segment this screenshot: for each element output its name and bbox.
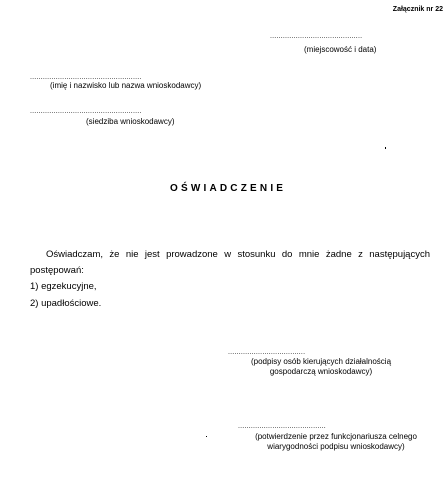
signatures-label-line2: gospodarczą wnioskodawcy) xyxy=(269,367,373,376)
applicant-name-dots: .................................................... xyxy=(30,74,142,81)
confirmation-label-line1: (potwierdzenie przez funkcjonariusza celnego xyxy=(255,432,417,441)
signatures-dots: .................................... xyxy=(228,349,306,356)
scan-speck xyxy=(206,436,207,437)
confirmation-dots: ......................................... xyxy=(238,423,326,430)
confirmation-label-line2: wiarygodności podpisu wnioskodawcy) xyxy=(267,442,405,451)
applicant-seat-dots: .................................................... xyxy=(30,108,142,115)
place-date-dots: ........................................... xyxy=(270,33,363,40)
attachment-label: Załącznik nr 22 xyxy=(392,6,443,13)
applicant-seat-label: (siedziba wnioskodawcy) xyxy=(86,117,175,126)
statement-item-1: 1) egzekucyjne, xyxy=(30,281,97,292)
scan-speck xyxy=(385,147,386,149)
document-title: OŚWIADCZENIE xyxy=(170,183,287,194)
statement-paragraph: Oświadczam, że nie jest prowadzone w stosunku do mnie żadne z następujących postępowań: xyxy=(30,249,430,276)
signatures-label-line1: (podpisy osób kierujących działalnością xyxy=(250,357,392,366)
place-date-label: (miejscowość i data) xyxy=(304,45,377,54)
applicant-name-label: (imię i nazwisko lub nazwa wnioskodawcy) xyxy=(50,81,202,90)
statement-item-2: 2) upadłościowe. xyxy=(30,298,102,309)
